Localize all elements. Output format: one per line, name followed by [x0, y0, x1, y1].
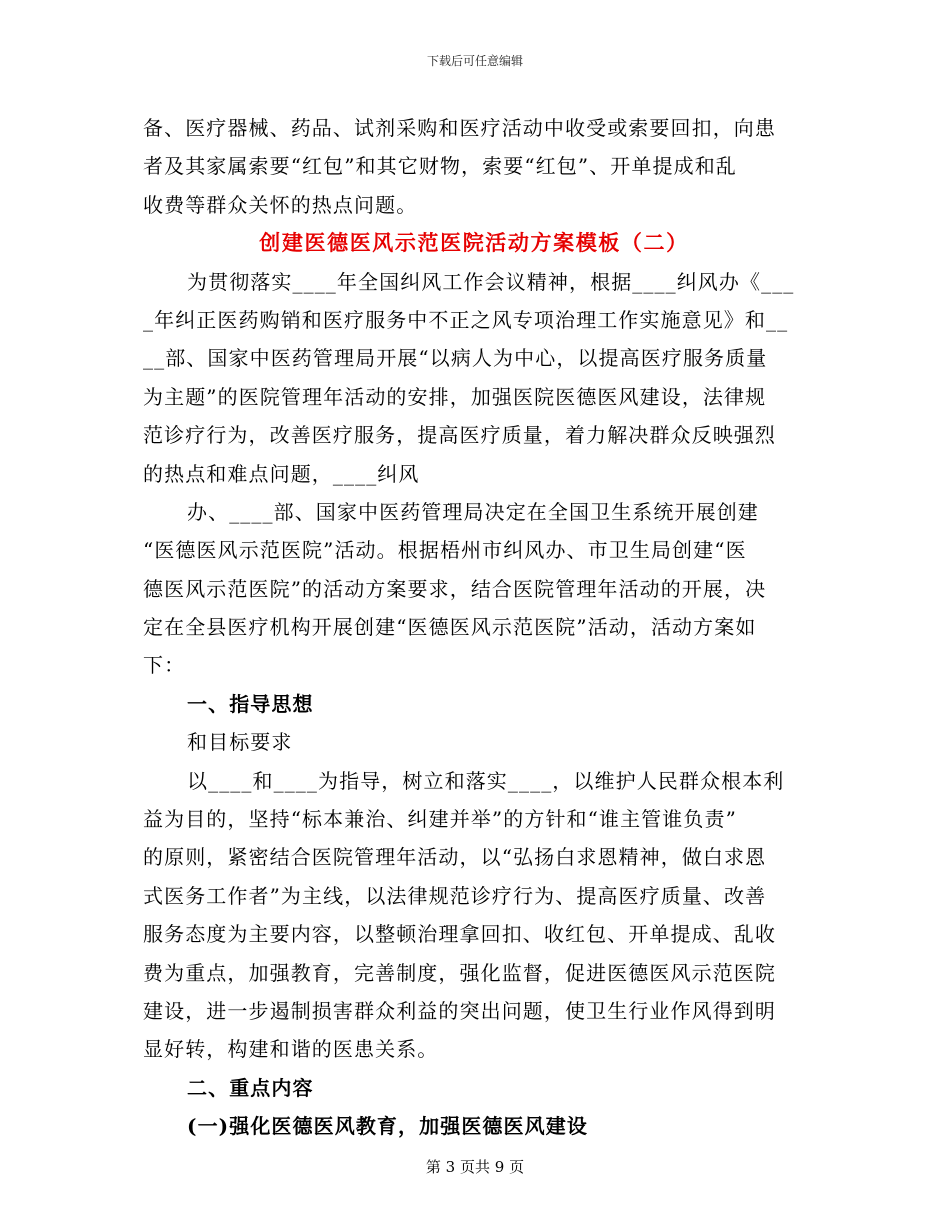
subsection-heading: (一)强化医德医风教育，加强医德医风建设 — [187, 1114, 588, 1139]
body-line: 为贯彻落实____年全国纠风工作会议精神，根据____纠风办《___ — [187, 269, 795, 294]
body-line: 办、____部、国家中医药管理局决定在全国卫生系统开展创建 — [187, 499, 759, 524]
body-line: _年纠正医药购销和医疗服务中不正之风专项治理工作实施意见》和__ — [143, 307, 789, 332]
body-line: 的原则，紧密结合医院管理年活动，以“弘扬白求恩精神，做白求恩 — [143, 845, 767, 870]
body-line: 德医风示范医院”的活动方案要求，结合医院管理年活动的开展，决 — [143, 576, 767, 601]
section-heading-1: 一、指导思想 — [187, 691, 314, 716]
body-line: 以____和____为指导，树立和落实____，以维护人民群众根本利 — [187, 768, 785, 793]
body-line: 收费等群众关怀的热点问题。 — [143, 192, 418, 217]
body-line: “医德医风示范医院”活动。根据梧州市纠风办、市卫生局创建“医 — [143, 538, 747, 563]
body-line: 范诊疗行为，改善医疗服务，提高医疗质量，着力解决群众反映强烈 — [143, 423, 776, 448]
body-line: 者及其家属索要“红包”和其它财物，索要“红包”、开单提成和乱 — [143, 154, 737, 179]
body-line: 下： — [143, 653, 186, 678]
body-line: 建设，进一步遏制损害群众利益的突出问题，使卫生行业作风得到明 — [143, 998, 776, 1023]
body-line: 式医务工作者”为主线，以法律规范诊疗行为、提高医疗质量、改善 — [143, 883, 767, 908]
body-line: 显好转，构建和谐的医患关系。 — [143, 1037, 439, 1062]
document-title: 创建医德医风示范医院活动方案模板（二） — [259, 230, 689, 256]
body-line: 备、医疗器械、药品、试剂采购和医疗活动中收受或索要回扣，向患 — [143, 116, 776, 140]
body-line: 费为重点，加强教育，完善制度，强化监督，促进医德医风示范医院 — [143, 960, 776, 985]
body-line: 服务态度为主要内容，以整顿治理拿回扣、收红包、开单提成、乱收 — [143, 922, 776, 947]
body-line: 益为目的，坚持“标本兼治、纠建并举”的方针和“谁主管谁负责” — [143, 807, 737, 832]
document-body — [143, 109, 805, 1146]
body-line: __部、国家中医药管理局开展“以病人为中心，以提高医疗服务质量 — [143, 346, 768, 371]
body-line: 和目标要求 — [187, 730, 293, 755]
body-line: 的热点和难点问题，____纠风 — [143, 461, 420, 486]
page-header-note: 下载后可任意编辑 — [426, 54, 523, 68]
section-heading-2: 二、重点内容 — [187, 1075, 314, 1100]
body-line: 定在全县医疗机构开展创建“医德医风示范医院”活动，活动方案如 — [143, 615, 757, 640]
page-footer-number: 第 3 页共 9 页 — [425, 1158, 525, 1176]
body-line: 为主题”的医院管理年活动的安排，加强医院医德医风建设，法律规 — [143, 384, 767, 409]
